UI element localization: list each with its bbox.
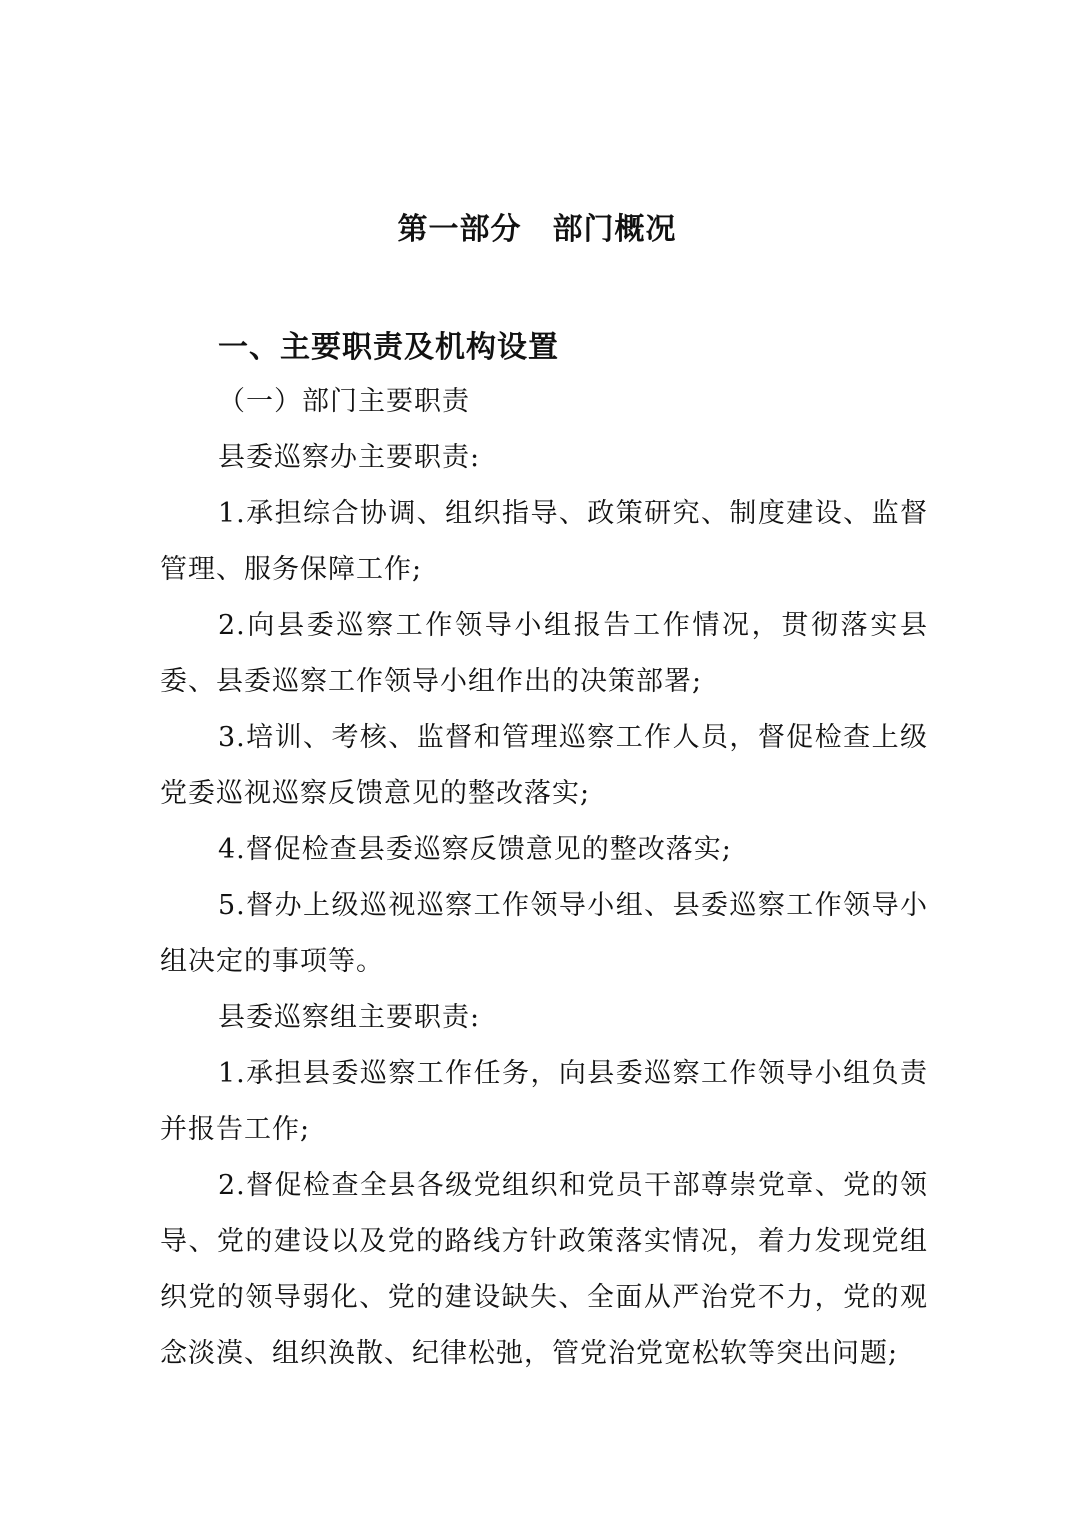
paragraph-group-duties-heading: 县委巡察组主要职责: [218, 1002, 481, 1033]
page-title: 第一部分 部门概况 [397, 212, 677, 247]
paragraph-office-duty-3: 3.培训、考核、监督和管理巡察工作人员，督促检查上级党委巡视巡察反馈意见的整改落实; [160, 722, 928, 809]
subsection-heading: （一）部门主要职责 [218, 386, 470, 417]
paragraph-group-duty-1: 1.承担县委巡察工作任务，向县委巡察工作领导小组负责并报告工作; [160, 1058, 928, 1145]
body-text [160, 374, 928, 1382]
section-heading: 一、主要职责及机构设置 [218, 330, 559, 365]
paragraph-office-duty-2: 2.向县委巡察工作领导小组报告工作情况，贯彻落实县委、县委巡察工作领导小组作出的决策部署; [160, 610, 928, 697]
paragraph-office-duties-heading: 县委巡察办主要职责: [218, 442, 481, 473]
paragraph-office-duty-1: 1.承担综合协调、组织指导、政策研究、制度建设、监督管理、服务保障工作; [160, 498, 928, 585]
paragraph-group-duty-2: 2.督促检查全县各级党组织和党员干部尊崇党章、党的领导、党的建设以及党的路线方针政策落实情况，着力发现党组织党的领导弱化、党的建设缺失、全面从严治党不力，党的观念淡漠、组织涣散、纪律松弛，管党治党宽松软等突出问题; [160, 1170, 928, 1369]
paragraph-office-duty-4: 4.督促检查县委巡察反馈意见的整改落实; [218, 834, 732, 865]
paragraph-office-duty-5: 5.督办上级巡视巡察工作领导小组、县委巡察工作领导小组决定的事项等。 [160, 890, 928, 977]
